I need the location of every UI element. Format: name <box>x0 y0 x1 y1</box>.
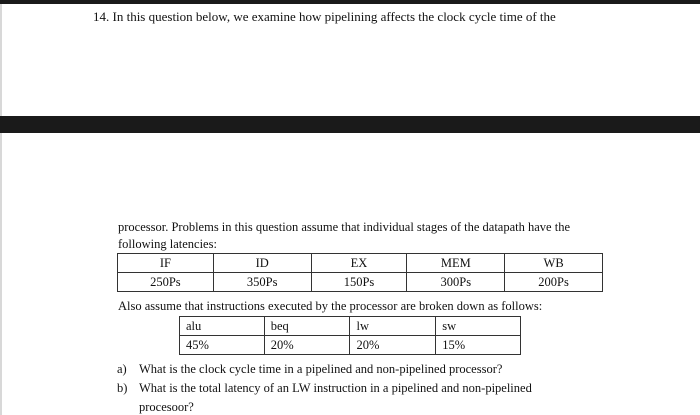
page-edge <box>0 0 2 415</box>
mix-value-row <box>180 336 521 355</box>
latency-header-mem: MEM <box>407 254 505 273</box>
latency-value-ex: 150Ps <box>311 273 407 292</box>
latency-header-wb: WB <box>505 254 603 273</box>
mix-header-alu: alu <box>180 317 265 336</box>
mix-header-row <box>180 317 521 336</box>
latency-value-row <box>118 273 603 292</box>
paragraph-line-1: processor. Problems in this question assume that individual stages of the datapath have the <box>118 220 570 234</box>
mix-value-lw: 20% <box>350 336 436 355</box>
mix-value-beq: 20% <box>264 336 350 355</box>
latency-header-row <box>118 254 603 273</box>
mix-value-sw: 15% <box>436 336 521 355</box>
latency-table <box>117 253 603 292</box>
subquestion-a-marker: a) <box>117 362 127 376</box>
top-dark-band <box>0 0 700 4</box>
latency-header-id: ID <box>213 254 311 273</box>
instruction-mix-table <box>179 316 521 355</box>
question-heading: 14. In this question below, we examine how pipelining affects the clock cycle time of the <box>93 9 556 24</box>
mix-header-beq: beq <box>264 317 350 336</box>
paragraph-line-3: Also assume that instructions executed by the processor are broken down as follows: <box>118 299 543 313</box>
latency-value-id: 350Ps <box>213 273 311 292</box>
subquestion-a-text: What is the clock cycle time in a pipelined and non-pipelined processor? <box>139 362 503 376</box>
middle-dark-band <box>0 116 700 133</box>
latency-value-mem: 300Ps <box>407 273 505 292</box>
subquestion-b-text: What is the total latency of an LW instruction in a pipelined and non-pipelined <box>139 381 532 395</box>
mix-value-alu: 45% <box>180 336 265 355</box>
latency-value-wb: 200Ps <box>505 273 603 292</box>
subquestion-b-marker: b) <box>117 381 128 395</box>
paragraph-line-2: following latencies: <box>118 237 217 251</box>
latency-header-if: IF <box>118 254 214 273</box>
latency-value-if: 250Ps <box>118 273 214 292</box>
subquestion-b-continuation: procesoor? <box>139 400 194 414</box>
mix-header-sw: sw <box>436 317 521 336</box>
latency-header-ex: EX <box>311 254 407 273</box>
mix-header-lw: lw <box>350 317 436 336</box>
